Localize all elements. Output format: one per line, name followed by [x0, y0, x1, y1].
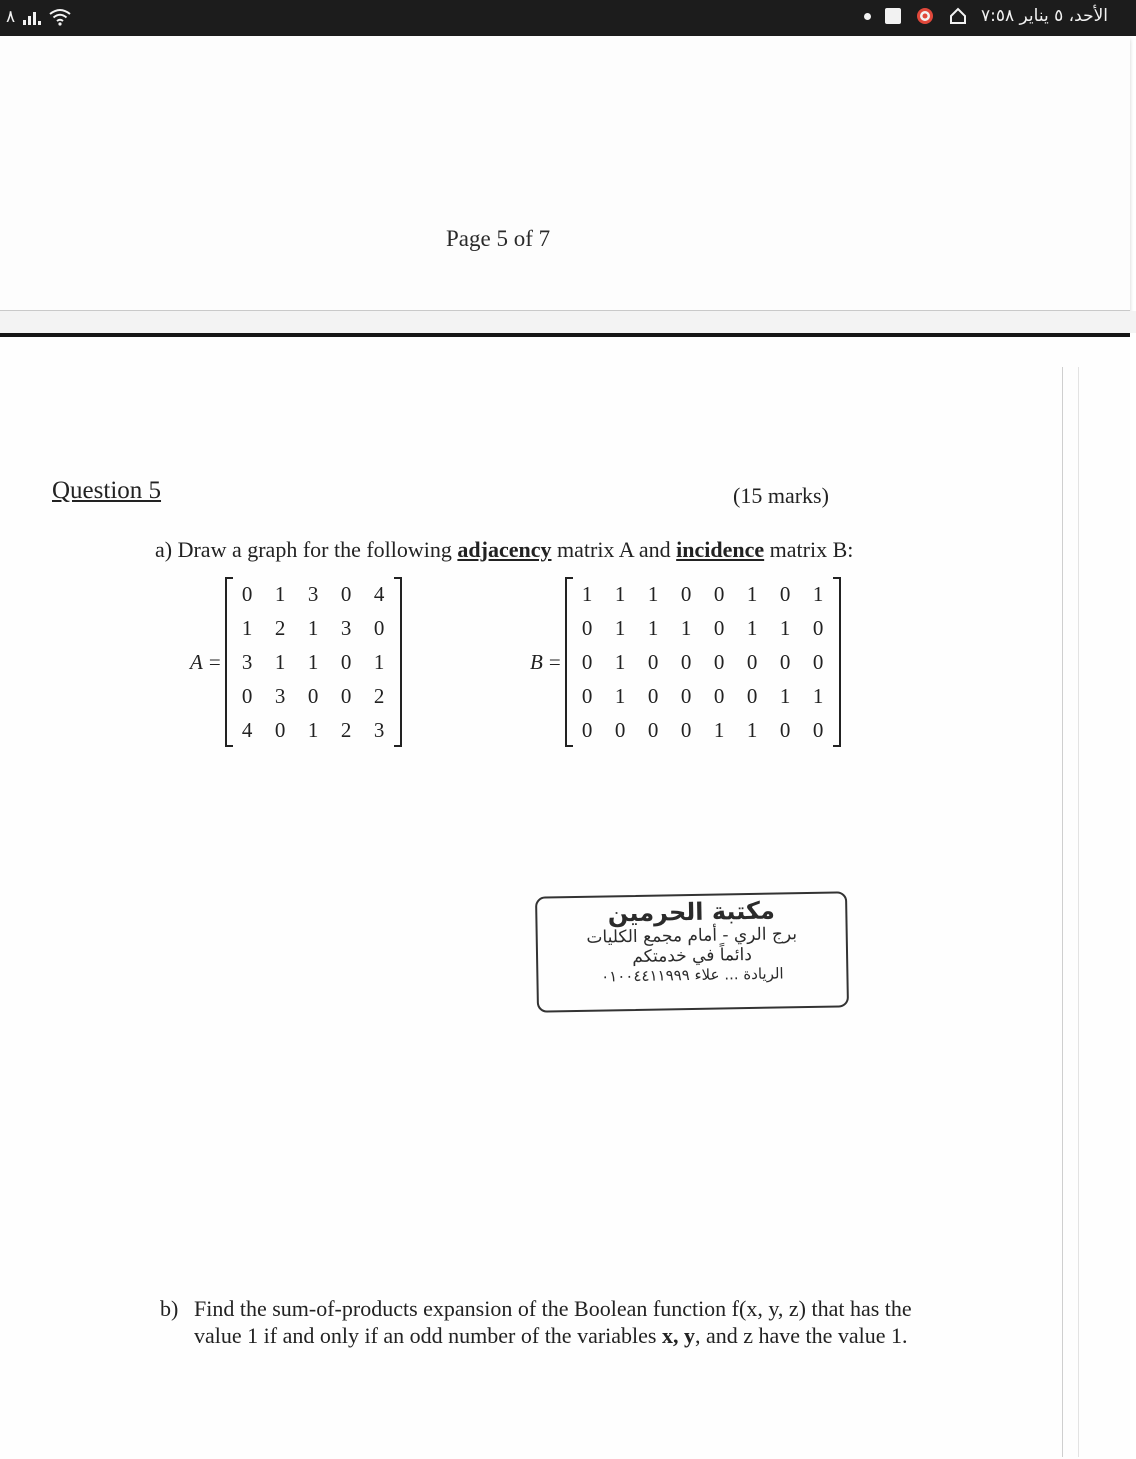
matrix-a-cell: 0 — [340, 581, 352, 606]
matrix-a-row — [231, 577, 396, 611]
matrix-b-cell: 1 — [713, 717, 725, 742]
matrix-b-cell: 0 — [713, 649, 725, 674]
matrix-b-row — [571, 577, 835, 611]
matrix-a-cell: 2 — [373, 683, 385, 708]
matrix-a-cell: 1 — [241, 615, 253, 640]
matrix-b-row — [571, 679, 835, 713]
status-bar — [0, 0, 1136, 36]
part-a-label: a) — [155, 537, 173, 562]
matrix-b-cell: 1 — [614, 581, 626, 606]
page-edge — [1078, 367, 1079, 1457]
matrix-a-brackets — [225, 577, 402, 747]
matrix-a-row — [231, 713, 396, 747]
part-b-label: b) — [160, 1296, 179, 1321]
matrix-b-cell: 0 — [680, 683, 692, 708]
matrix-b-cell: 0 — [746, 649, 758, 674]
matrix-b-cell: 1 — [812, 581, 824, 606]
matrix-b-cell: 1 — [746, 581, 758, 606]
matrix-a-cell: 1 — [373, 649, 385, 674]
matrix-a-cell: 3 — [241, 649, 253, 674]
bookstore-stamp — [535, 891, 849, 1012]
matrix-a-label: A — [190, 649, 203, 674]
matrix-b-row — [571, 713, 835, 747]
matrix-a-cell: 0 — [340, 649, 352, 674]
matrix-a-cell: 2 — [274, 615, 286, 640]
part-b-text — [194, 1295, 934, 1349]
matrix-a-cell: 0 — [373, 615, 385, 640]
matrix-b-label: B — [530, 649, 543, 674]
matrix-b-row — [571, 645, 835, 679]
matrix-a-cell: 1 — [307, 717, 319, 742]
matrix-a-row — [231, 679, 396, 713]
matrix-b-brackets — [565, 577, 841, 747]
matrix-b-cell: 1 — [647, 615, 659, 640]
matrix-a-cell: 1 — [274, 649, 286, 674]
matrix-b-cell: 0 — [713, 683, 725, 708]
matrix-a-cell: 4 — [373, 581, 385, 606]
page-footer: Page 5 of 7 — [446, 226, 551, 251]
matrix-b — [530, 577, 841, 747]
page-edge — [1062, 367, 1063, 1457]
matrix-a-cell: 2 — [340, 717, 352, 742]
matrix-b-cell: 0 — [713, 615, 725, 640]
matrix-b-cell: 0 — [680, 581, 692, 606]
matrix-a-cell: 3 — [373, 717, 385, 742]
wifi-icon — [49, 8, 71, 26]
matrix-b-cell: 1 — [746, 717, 758, 742]
document-page — [0, 333, 1130, 1459]
matrix-a-row — [231, 611, 396, 645]
stamp-line-3: دائماً في خدمتكم — [632, 944, 752, 968]
part-a-text-after: matrix B: — [769, 537, 854, 562]
notification-icon — [885, 8, 901, 24]
matrix-b-cell: 1 — [614, 649, 626, 674]
matrix-a-cell: 3 — [340, 615, 352, 640]
matrix-b-cell: 0 — [680, 649, 692, 674]
part-a-text-mid: matrix A and — [557, 537, 671, 562]
term-adjacency: adjacency — [457, 537, 552, 562]
matrix-b-cell: 1 — [812, 683, 824, 708]
part-b-text-1: Find the sum-of-products expansion of the Boolean function f(x, y, z) that has the value 1 if and only if an odd number of the variables — [194, 1296, 912, 1348]
term-incidence: incidence — [676, 537, 765, 562]
stamp-line-4: الريادة ... علاء ٠١٠٠٤٤١١٩٩٩ — [601, 964, 784, 986]
part-b-vars: x, y — [661, 1323, 695, 1348]
house-icon — [949, 7, 967, 25]
matrix-b-cell: 0 — [581, 649, 593, 674]
matrix-b-cell: 0 — [680, 717, 692, 742]
page-gap — [0, 311, 1136, 333]
matrix-b-cell: 0 — [647, 717, 659, 742]
matrix-b-cell: 0 — [812, 615, 824, 640]
matrix-b-cell: 0 — [746, 683, 758, 708]
matrix-a-cell: 1 — [307, 615, 319, 640]
stamp-line-2: برج الري - أمام مجمع الكليات — [586, 924, 798, 948]
matrix-a-cell: 4 — [241, 717, 253, 742]
matrix-b-cell: 1 — [614, 615, 626, 640]
previous-page — [0, 36, 1130, 311]
question-marks: (15 marks) — [733, 483, 829, 508]
matrix-a — [190, 577, 402, 747]
matrix-b-row — [571, 611, 835, 645]
part-a-text-before: Draw a graph for the following — [177, 537, 452, 562]
matrix-b-grid — [571, 577, 835, 747]
matrix-b-cell: 0 — [779, 717, 791, 742]
date-time: الأحد، ٥ يناير ٧:٥٨ — [981, 6, 1108, 26]
matrix-b-cell: 1 — [746, 615, 758, 640]
status-left — [6, 7, 71, 27]
matrix-b-cell: 1 — [779, 615, 791, 640]
matrix-b-cell: 0 — [581, 717, 593, 742]
question-title: Question 5 — [52, 477, 162, 504]
matrix-b-cell: 0 — [647, 649, 659, 674]
matrix-b-cell: 0 — [779, 649, 791, 674]
matrix-b-cell: 0 — [779, 581, 791, 606]
matrix-a-cell: 0 — [274, 717, 286, 742]
dot-icon — [864, 13, 871, 20]
matrix-b-cell: 0 — [647, 683, 659, 708]
status-right — [864, 6, 1108, 26]
target-icon — [915, 6, 935, 26]
matrix-a-grid — [231, 577, 396, 747]
matrix-b-cell: 1 — [614, 683, 626, 708]
matrix-a-row — [231, 645, 396, 679]
matrix-b-cell: 0 — [812, 717, 824, 742]
matrix-a-cell: 0 — [241, 581, 253, 606]
matrix-b-cell: 0 — [812, 649, 824, 674]
matrix-b-cell: 0 — [614, 717, 626, 742]
matrix-a-cell: 3 — [274, 683, 286, 708]
matrix-a-equals: = — [208, 649, 221, 674]
matrix-a-cell: 0 — [241, 683, 253, 708]
matrix-a-cell: 3 — [307, 581, 319, 606]
matrix-b-cell: 0 — [581, 683, 593, 708]
matrix-b-cell: 0 — [581, 615, 593, 640]
part-b-text-2: , and z have the value 1. — [694, 1323, 908, 1348]
matrix-b-cell: 1 — [779, 683, 791, 708]
matrix-a-cell: 1 — [274, 581, 286, 606]
matrix-a-cell: 0 — [307, 683, 319, 708]
matrix-b-cell: 1 — [680, 615, 692, 640]
stamp-line-1: مكتبة الحرمين — [607, 896, 776, 928]
matrix-b-equals: = — [548, 649, 561, 674]
carrier-signal-text: ٨ — [6, 7, 16, 27]
signal-icon — [23, 9, 41, 25]
matrix-a-cell: 1 — [307, 649, 319, 674]
matrix-b-cell: 0 — [713, 581, 725, 606]
matrix-a-cell: 0 — [340, 683, 352, 708]
matrix-b-cell: 1 — [581, 581, 593, 606]
part-a-prompt — [155, 537, 853, 563]
matrix-b-cell: 1 — [647, 581, 659, 606]
